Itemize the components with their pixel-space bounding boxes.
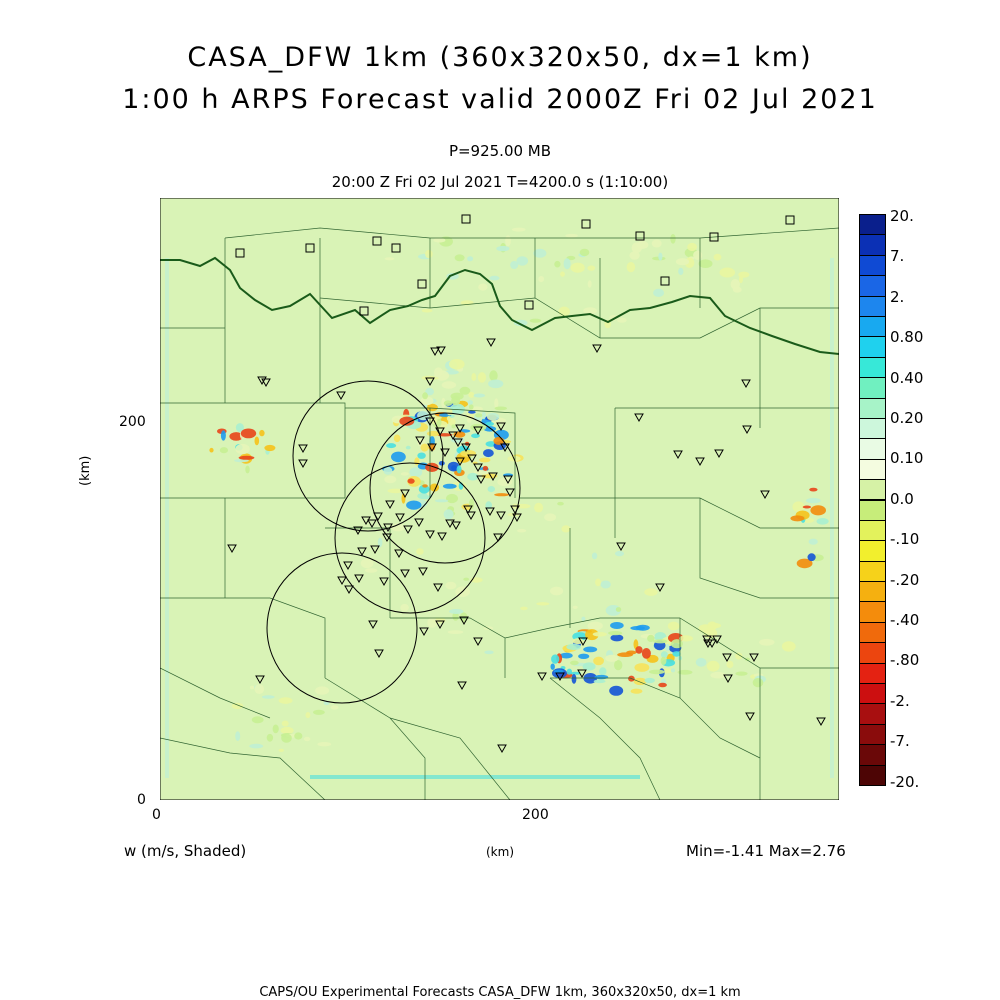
velocity-cell [384,467,393,475]
velocity-cell [627,262,636,272]
colorbar [859,214,886,785]
velocity-cell [658,683,667,688]
velocity-cell [564,258,571,269]
colorbar-swatch [859,479,886,500]
colorbar-label: -.20 [890,570,920,589]
velocity-cell [594,675,608,679]
boundary-streak [165,258,169,778]
velocity-cell [517,529,526,533]
velocity-cell [806,498,821,503]
colorbar-swatch [859,663,886,684]
velocity-cell [530,319,542,323]
velocity-cell [279,749,284,752]
velocity-cell [554,261,560,268]
velocity-cell [313,710,325,715]
velocity-cell [489,370,497,381]
velocity-cell [560,271,565,276]
velocity-cell [384,476,396,484]
velocity-cell [365,568,377,573]
velocity-cell [533,249,546,258]
velocity-cell [281,733,292,742]
velocity-cell [249,744,263,749]
velocity-cell [626,651,636,655]
colorbar-label: 20. [890,207,914,225]
velocity-cell [417,453,425,459]
velocity-cell [551,664,555,670]
velocity-cell [245,466,249,474]
velocity-cell [687,243,697,251]
velocity-cell [449,359,465,369]
velocity-cell [422,484,428,487]
forecast-map [160,198,839,800]
y-tick-200: 200 [119,414,146,430]
velocity-cell [479,458,490,463]
velocity-cell [294,732,302,739]
velocity-cell [617,318,627,323]
velocity-cell [652,240,662,248]
velocity-cell [634,663,649,672]
colorbar-swatch [859,234,886,255]
colorbar-swatch [859,398,886,419]
velocity-cell [644,588,657,596]
velocity-cell [699,259,713,268]
velocity-cell [696,658,707,667]
velocity-cell [593,657,604,666]
colorbar-swatch [859,214,886,235]
velocity-cell [647,635,654,642]
velocity-cell [471,373,476,381]
colorbar-swatch [859,581,886,602]
colorbar-swatch [859,642,886,663]
velocity-cell [534,503,543,513]
credit-line: CAPS/OU Experimental Forecasts CASA_DFW 1km, 360x320x50, dx=1 km [259,985,741,1000]
velocity-cell [520,607,528,611]
velocity-cell [561,525,570,532]
velocity-cell [235,731,240,741]
velocity-cell [573,606,578,609]
velocity-cell [406,501,421,510]
colorbar-swatch [859,275,886,296]
colorbar-label: -2. [890,691,910,710]
velocity-cell [693,251,702,260]
velocity-cell [616,607,621,612]
velocity-cell [394,435,401,443]
velocity-cell [554,670,564,673]
velocity-cell [505,235,511,246]
velocity-cell [580,249,590,256]
velocity-cell [478,372,486,383]
velocity-cell [635,646,642,654]
velocity-cell [512,228,526,232]
colorbar-swatch [859,377,886,398]
velocity-cell [463,578,469,581]
velocity-cell [445,582,456,590]
velocity-cell [282,721,289,727]
velocity-cell [235,444,249,454]
velocity-cell [416,548,424,555]
velocity-cell [434,367,443,376]
velocity-cell [399,417,414,426]
colorbar-swatch [859,765,886,786]
colorbar-label: 7. [890,247,905,266]
y-tick-0: 0 [137,792,146,808]
velocity-cell [427,617,437,628]
velocity-cell [425,250,433,258]
colorbar-swatch [859,683,886,704]
colorbar-label: -.80 [890,651,920,670]
colorbar-label: 2. [890,287,905,306]
velocity-cell [817,518,829,525]
velocity-cell [478,284,487,291]
velocity-cell [487,413,499,421]
velocity-cell [468,411,476,414]
velocity-cell [457,465,462,473]
velocity-cell [444,509,454,519]
velocity-cell [720,268,736,278]
velocity-cell [610,622,624,629]
velocity-cell [566,644,581,650]
min-max-readout: Min=-1.41 Max=2.76 [686,842,846,860]
colorbar-swatch [859,316,886,337]
velocity-cell [408,478,415,483]
velocity-cell [565,234,578,238]
velocity-cell [467,418,472,423]
velocity-cell [601,581,611,589]
velocity-cell [790,515,804,521]
velocity-cell [583,662,596,670]
velocity-cell [443,484,457,489]
velocity-cell [714,254,722,261]
velocity-cell [267,734,273,742]
velocity-cell [595,579,601,587]
velocity-cell [578,654,589,659]
velocity-cell [209,448,213,453]
colorbar-label: 0.0 [890,489,914,508]
velocity-cell [672,651,680,657]
velocity-cell [449,609,463,614]
velocity-cell [649,670,665,675]
velocity-cell [241,429,256,439]
velocity-cell [482,412,486,419]
colorbar-swatch [859,438,886,459]
velocity-cell [451,396,460,405]
colorbar-swatch [859,500,886,521]
map-plot-area [160,198,839,800]
velocity-cell [406,446,411,450]
velocity-cell [422,392,428,399]
velocity-cell [469,404,474,409]
velocity-cell [572,674,577,684]
velocity-cell [670,234,675,244]
velocity-cell [550,587,563,596]
velocity-cell [608,631,622,635]
velocity-cell [631,689,643,694]
velocity-cell [331,705,339,709]
velocity-cell [386,443,396,448]
velocity-cell [495,407,507,411]
x-tick-200: 200 [522,807,549,823]
velocity-cell [467,473,478,481]
velocity-cell [678,268,683,275]
velocity-cell [632,242,642,253]
velocity-cell [614,660,622,670]
colorbar-swatch [859,459,886,480]
velocity-cell [421,444,429,452]
pressure-level: P=925.00 MB [448,142,552,160]
velocity-cell [658,253,662,261]
boundary-streak [830,258,834,778]
colorbar-swatch [859,744,886,765]
velocity-cell [809,539,818,545]
velocity-cell [444,400,452,406]
velocity-cell [809,488,817,492]
velocity-cell [435,499,448,502]
velocity-cell [665,644,669,651]
velocity-cell [433,238,445,243]
velocity-cell [671,639,683,648]
velocity-cell [255,437,260,446]
velocity-cell [653,639,667,643]
velocity-cell [810,505,826,515]
velocity-cell [587,265,595,270]
velocity-cell [452,424,456,428]
y-axis-label: (km) [78,455,93,486]
colorbar-swatch [859,520,886,541]
colorbar-label: -.10 [890,530,920,549]
velocity-cell [588,280,592,287]
colorbar-label: 0.80 [890,328,924,347]
colorbar-label: -7. [890,732,910,751]
velocity-cell [544,513,556,521]
velocity-cell [239,456,255,460]
colorbar-swatch [859,336,886,357]
colorbar-label: 0.10 [890,449,924,468]
boundary-streak [310,775,640,779]
velocity-cell [279,697,293,704]
velocity-cell [588,622,603,631]
velocity-cell [644,678,655,683]
velocity-cell [726,661,733,668]
velocity-cell [538,276,544,282]
colorbar-label: 0.20 [890,409,924,427]
velocity-cell [611,634,624,641]
velocity-cell [306,712,311,718]
velocity-cell [630,626,645,630]
velocity-cell [264,445,275,451]
velocity-cell [446,494,458,503]
velocity-cell [668,622,680,631]
velocity-cell [808,553,816,561]
velocity-cell [571,263,585,273]
velocity-cell [594,680,606,684]
colorbar-swatch [859,540,886,561]
velocity-cell [661,657,667,665]
velocity-cell [273,725,279,734]
velocity-cell [315,686,329,694]
velocity-cell [361,558,374,568]
velocity-cell [317,742,331,746]
velocity-cell [483,449,494,457]
velocity-cell [653,289,664,297]
velocity-cell [496,246,509,251]
colorbar-swatch [859,255,886,276]
velocity-cell [439,461,445,466]
velocity-cell [422,309,433,313]
velocity-cell [642,648,651,659]
velocity-cell [733,287,742,293]
velocity-cell [455,254,465,261]
colorbar-swatch [859,601,886,622]
figure-title-line1: CASA_DFW 1km (360x320x50, dx=1 km) [187,42,813,73]
velocity-cell [803,506,811,509]
velocity-cell [759,639,775,646]
velocity-cell [391,452,406,463]
valid-time: 20:00 Z Fri 02 Jul 2021 T=4200.0 s (1:10:00) [331,173,669,191]
velocity-cell [447,416,451,421]
figure-title-line2: 1:00 h ARPS Forecast valid 2000Z Fri 02 Jul 2021 [122,84,878,115]
velocity-cell [488,380,503,389]
velocity-cell [551,654,559,663]
velocity-cell [221,430,226,440]
velocity-cell [255,684,265,694]
velocity-cell [252,716,264,723]
velocity-cell [442,381,457,388]
velocity-cell [468,400,473,405]
velocity-cell [753,678,764,687]
colorbar-swatch [859,357,886,378]
velocity-cell [474,394,486,398]
velocity-cell [782,641,796,651]
velocity-cell [471,434,480,439]
velocity-cell [536,602,549,605]
velocity-cell [468,392,474,398]
colorbar-label: 0.40 [890,368,924,387]
velocity-cell [699,624,713,633]
velocity-cell [414,457,419,465]
velocity-cell [484,651,493,655]
velocity-cell [385,257,395,260]
colorbar-swatch [859,561,886,582]
velocity-cell [517,256,529,265]
velocity-cell [609,686,623,696]
velocity-cell [400,604,409,611]
velocity-cell [581,617,585,621]
colorbar-label: -20. [890,772,920,791]
velocity-cell [488,486,495,492]
velocity-cell [448,630,464,634]
velocity-cell [467,256,473,261]
velocity-cell [494,493,509,496]
velocity-cell [676,258,689,265]
x-axis-label: (km) [486,845,515,859]
velocity-cell [489,276,499,281]
x-tick-0: 0 [152,807,161,823]
velocity-cell [583,647,597,653]
velocity-cell [557,502,564,506]
velocity-cell [401,472,409,476]
colorbar-swatch [859,703,886,724]
colorbar-swatch [859,622,886,643]
velocity-cell [262,695,275,698]
velocity-cell [707,661,720,672]
velocity-cell [592,553,597,560]
velocity-cell [510,261,518,269]
velocity-cell [570,661,579,666]
colorbar-swatch [859,724,886,745]
field-label: w (m/s, Shaded) [124,842,247,860]
colorbar-swatch [859,418,886,439]
velocity-cell [615,551,624,556]
velocity-cell [735,672,747,676]
velocity-cell [250,686,254,690]
velocity-cell [593,632,607,637]
colorbar-label: -.40 [890,611,920,629]
velocity-cell [671,668,675,672]
velocity-cell [259,430,264,436]
velocity-cell [599,667,606,675]
velocity-cell [304,737,311,741]
velocity-cell [559,307,570,317]
velocity-cell [475,413,482,417]
velocity-cell [220,447,228,453]
velocity-cell [605,655,618,662]
velocity-cell [739,275,743,283]
colorbar-swatch [859,296,886,317]
velocity-cell [483,466,488,471]
